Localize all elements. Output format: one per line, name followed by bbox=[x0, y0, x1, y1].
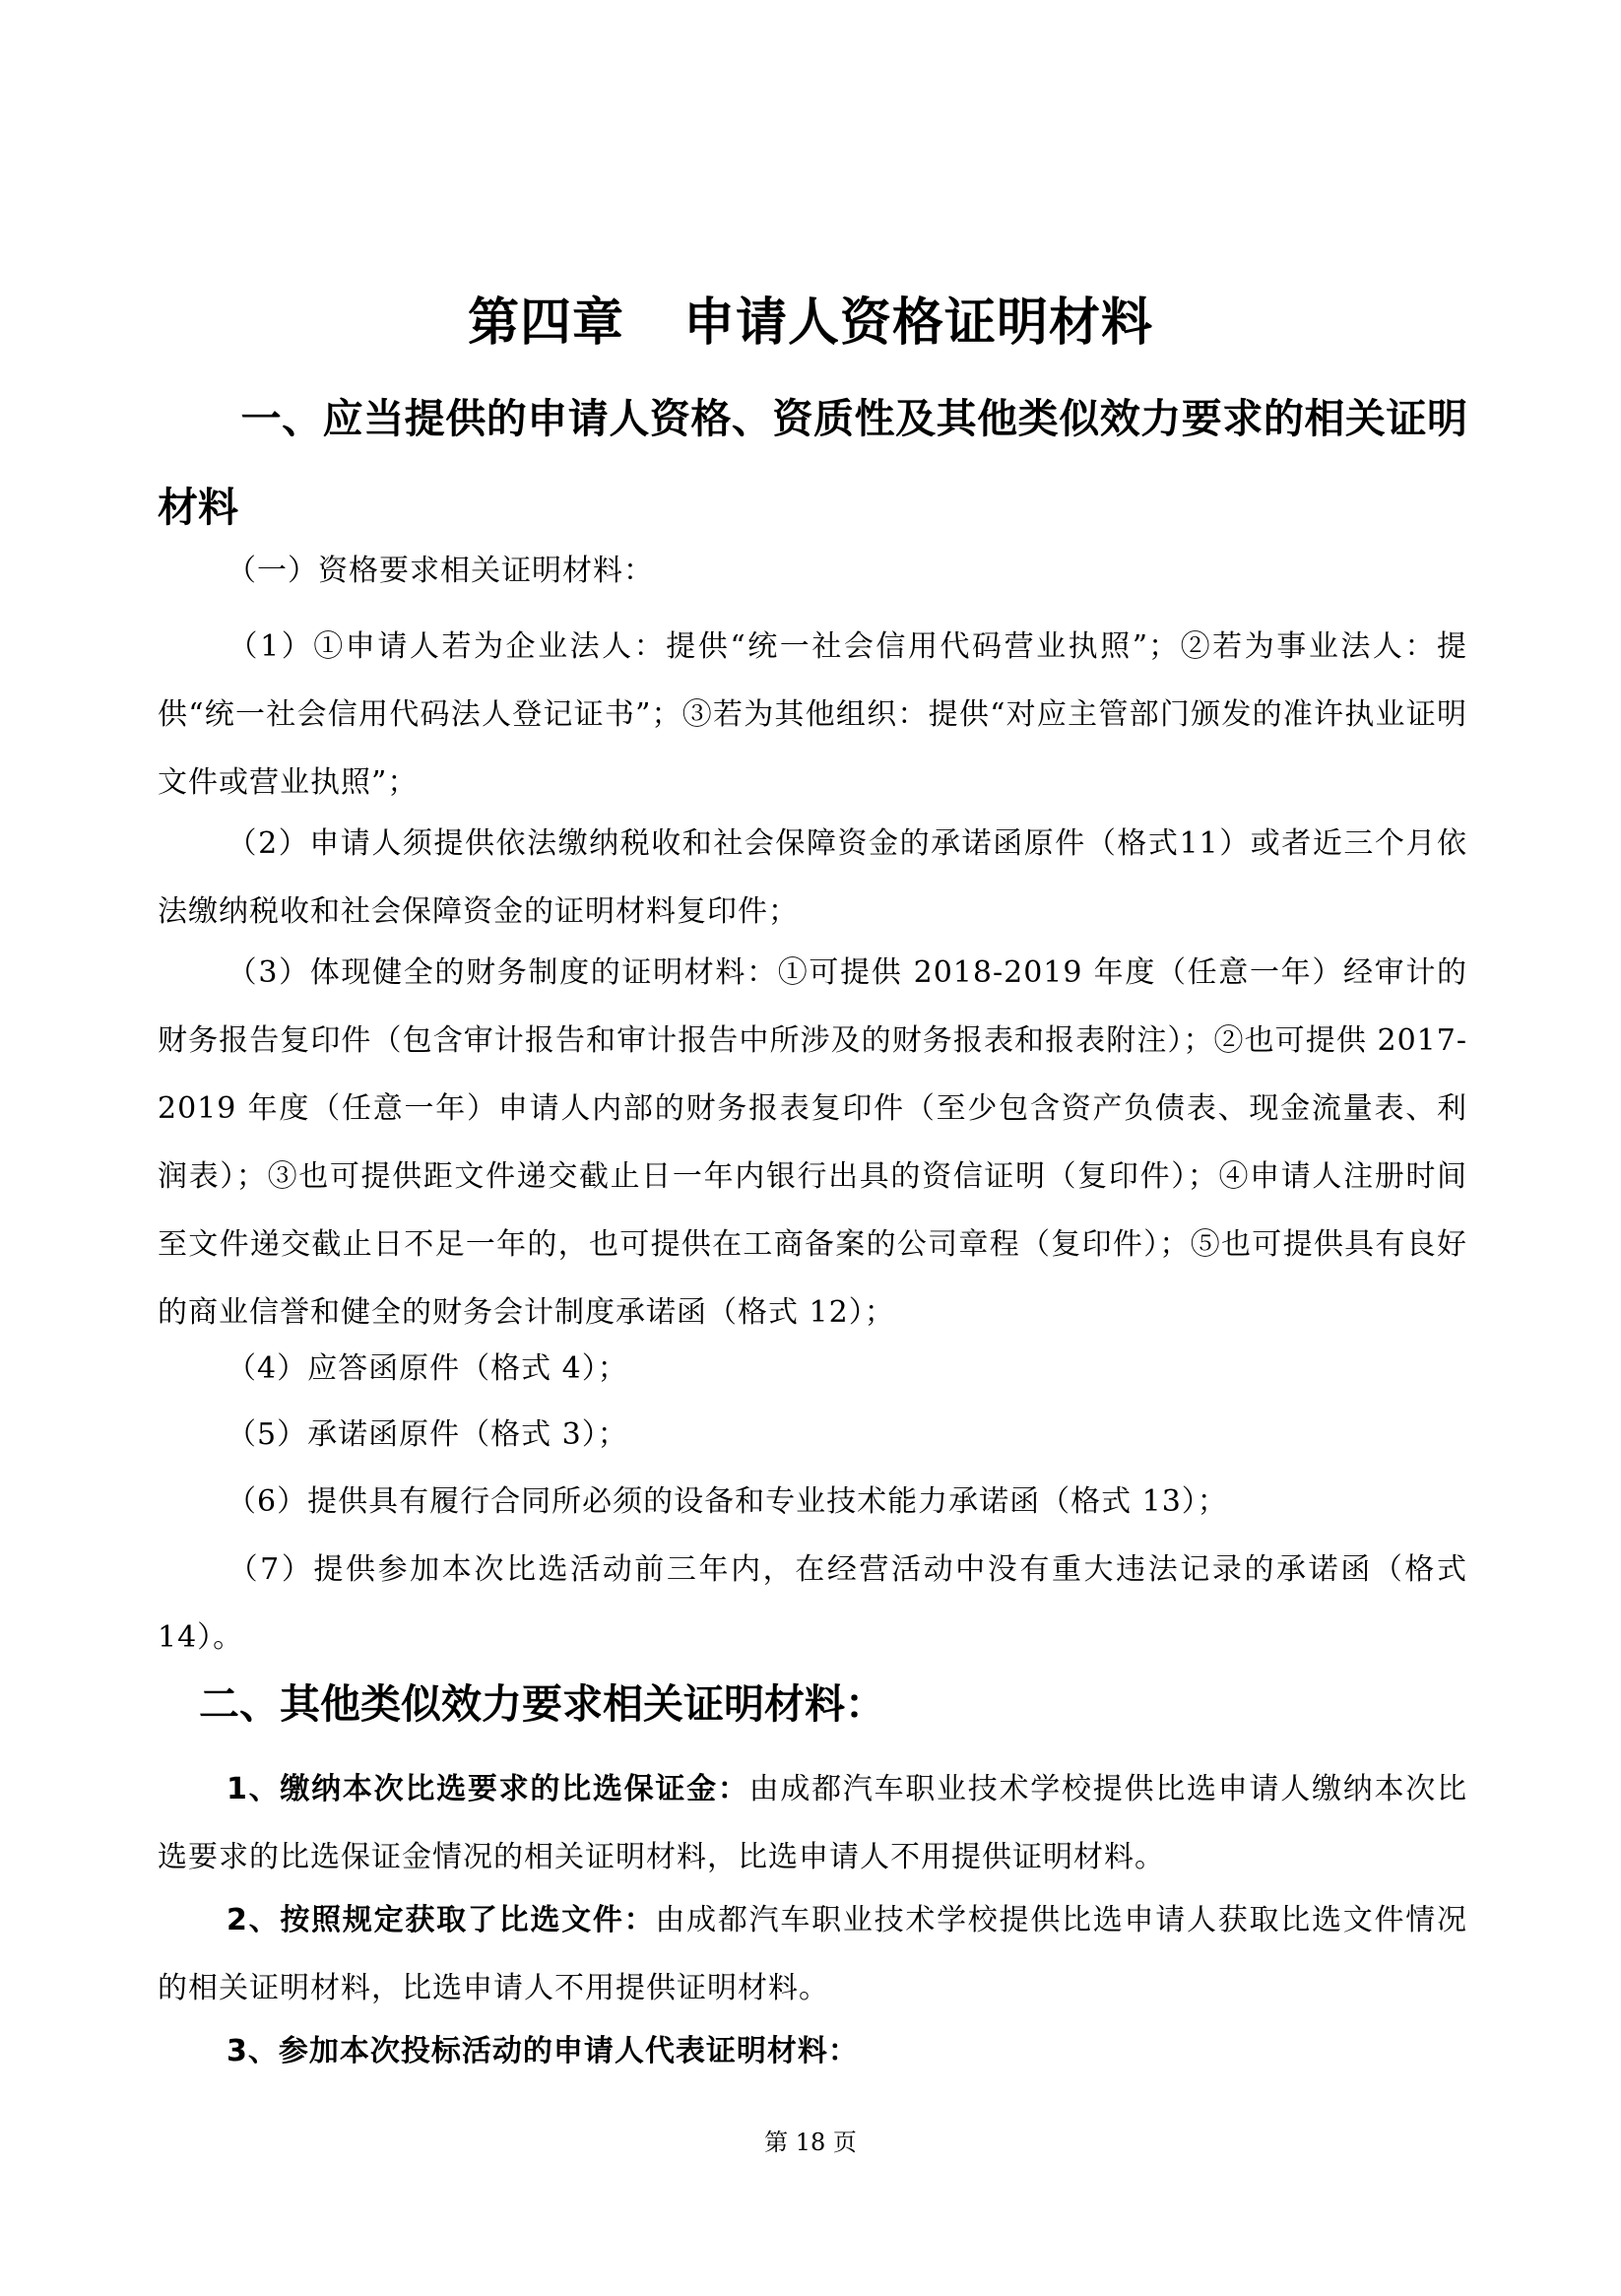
item-3: （3）体现健全的财务制度的证明材料：①可提供 2018-2019 年度（任意一年）经审计的财务报告复印件（包含审计报告和审计报告中所涉及的财务报表和报表附注）；②也可提供 2017-2019 年度（任意一年）申请人内部的财务报表复印件（至少包含资产负债表、现金流量表、利润表）；③也可提供距文件递交截止日一年内银行出具的资信证明（复印件）；④申请人注册时间至文件递交截止日不足一年的，也可提供在工商备案的公司章程（复印件）；⑤也可提供具有良好的商业信誉和健全的财务会计制度承诺函（格式 12）； bbox=[158, 955, 1467, 1330]
chapter-title bbox=[0, 286, 1621, 361]
page-number: 第 18 页 bbox=[764, 2129, 857, 2156]
other-item-2: 2、按照规定获取了比选文件：由成都汽车职业技术学校提供比选申请人获取比选文件情况的相关证明材料，比选申请人不用提供证明材料。 bbox=[158, 1903, 1468, 2005]
section-1-heading: 一、应当提供的申请人资格、资质性及其他类似效力要求的相关证明材料 bbox=[158, 395, 1467, 531]
other-item-3: 3、参加本次投标活动的申请人代表证明材料： bbox=[227, 2034, 859, 2068]
item-7: （7）提供参加本次比选活动前三年内，在经营活动中没有重大违法记录的承诺函（格式 14）。 bbox=[158, 1552, 1467, 1655]
section-2-heading: 二、其他类似效力要求相关证明材料： bbox=[199, 1680, 885, 1728]
item-1: （1）①申请人若为企业法人：提供“统一社会信用代码营业执照”；②若为事业法人：提供“统一社会信用代码法人登记证书”；③若为其他组织：提供“对应主管部门颁发的准许执业证明文件或营业执照”； bbox=[158, 629, 1467, 800]
other-item-1: 1、缴纳本次比选要求的比选保证金：由成都汽车职业技术学校提供比选申请人缴纳本次比选要求的比选保证金情况的相关证明材料，比选申请人不用提供证明材料。 bbox=[158, 1772, 1468, 1874]
sub-1-heading: （一）资格要求相关证明材料： bbox=[227, 554, 654, 588]
chapter-name: 申请人资格证明材料 bbox=[683, 294, 1154, 353]
item-5: （5）承诺函原件（格式 3）； bbox=[227, 1417, 628, 1452]
chapter-number: 第四章 bbox=[467, 294, 624, 353]
item-4: （4）应答函原件（格式 4）； bbox=[227, 1351, 628, 1386]
item-2: （2）申请人须提供依法缴纳税收和社会保障资金的承诺函原件（格式11）或者近三个月依法缴纳税收和社会保障资金的证明材料复印件； bbox=[158, 826, 1467, 929]
item-6: （6）提供具有履行合同所必须的设备和专业技术能力承诺函（格式 13）； bbox=[227, 1484, 1228, 1519]
